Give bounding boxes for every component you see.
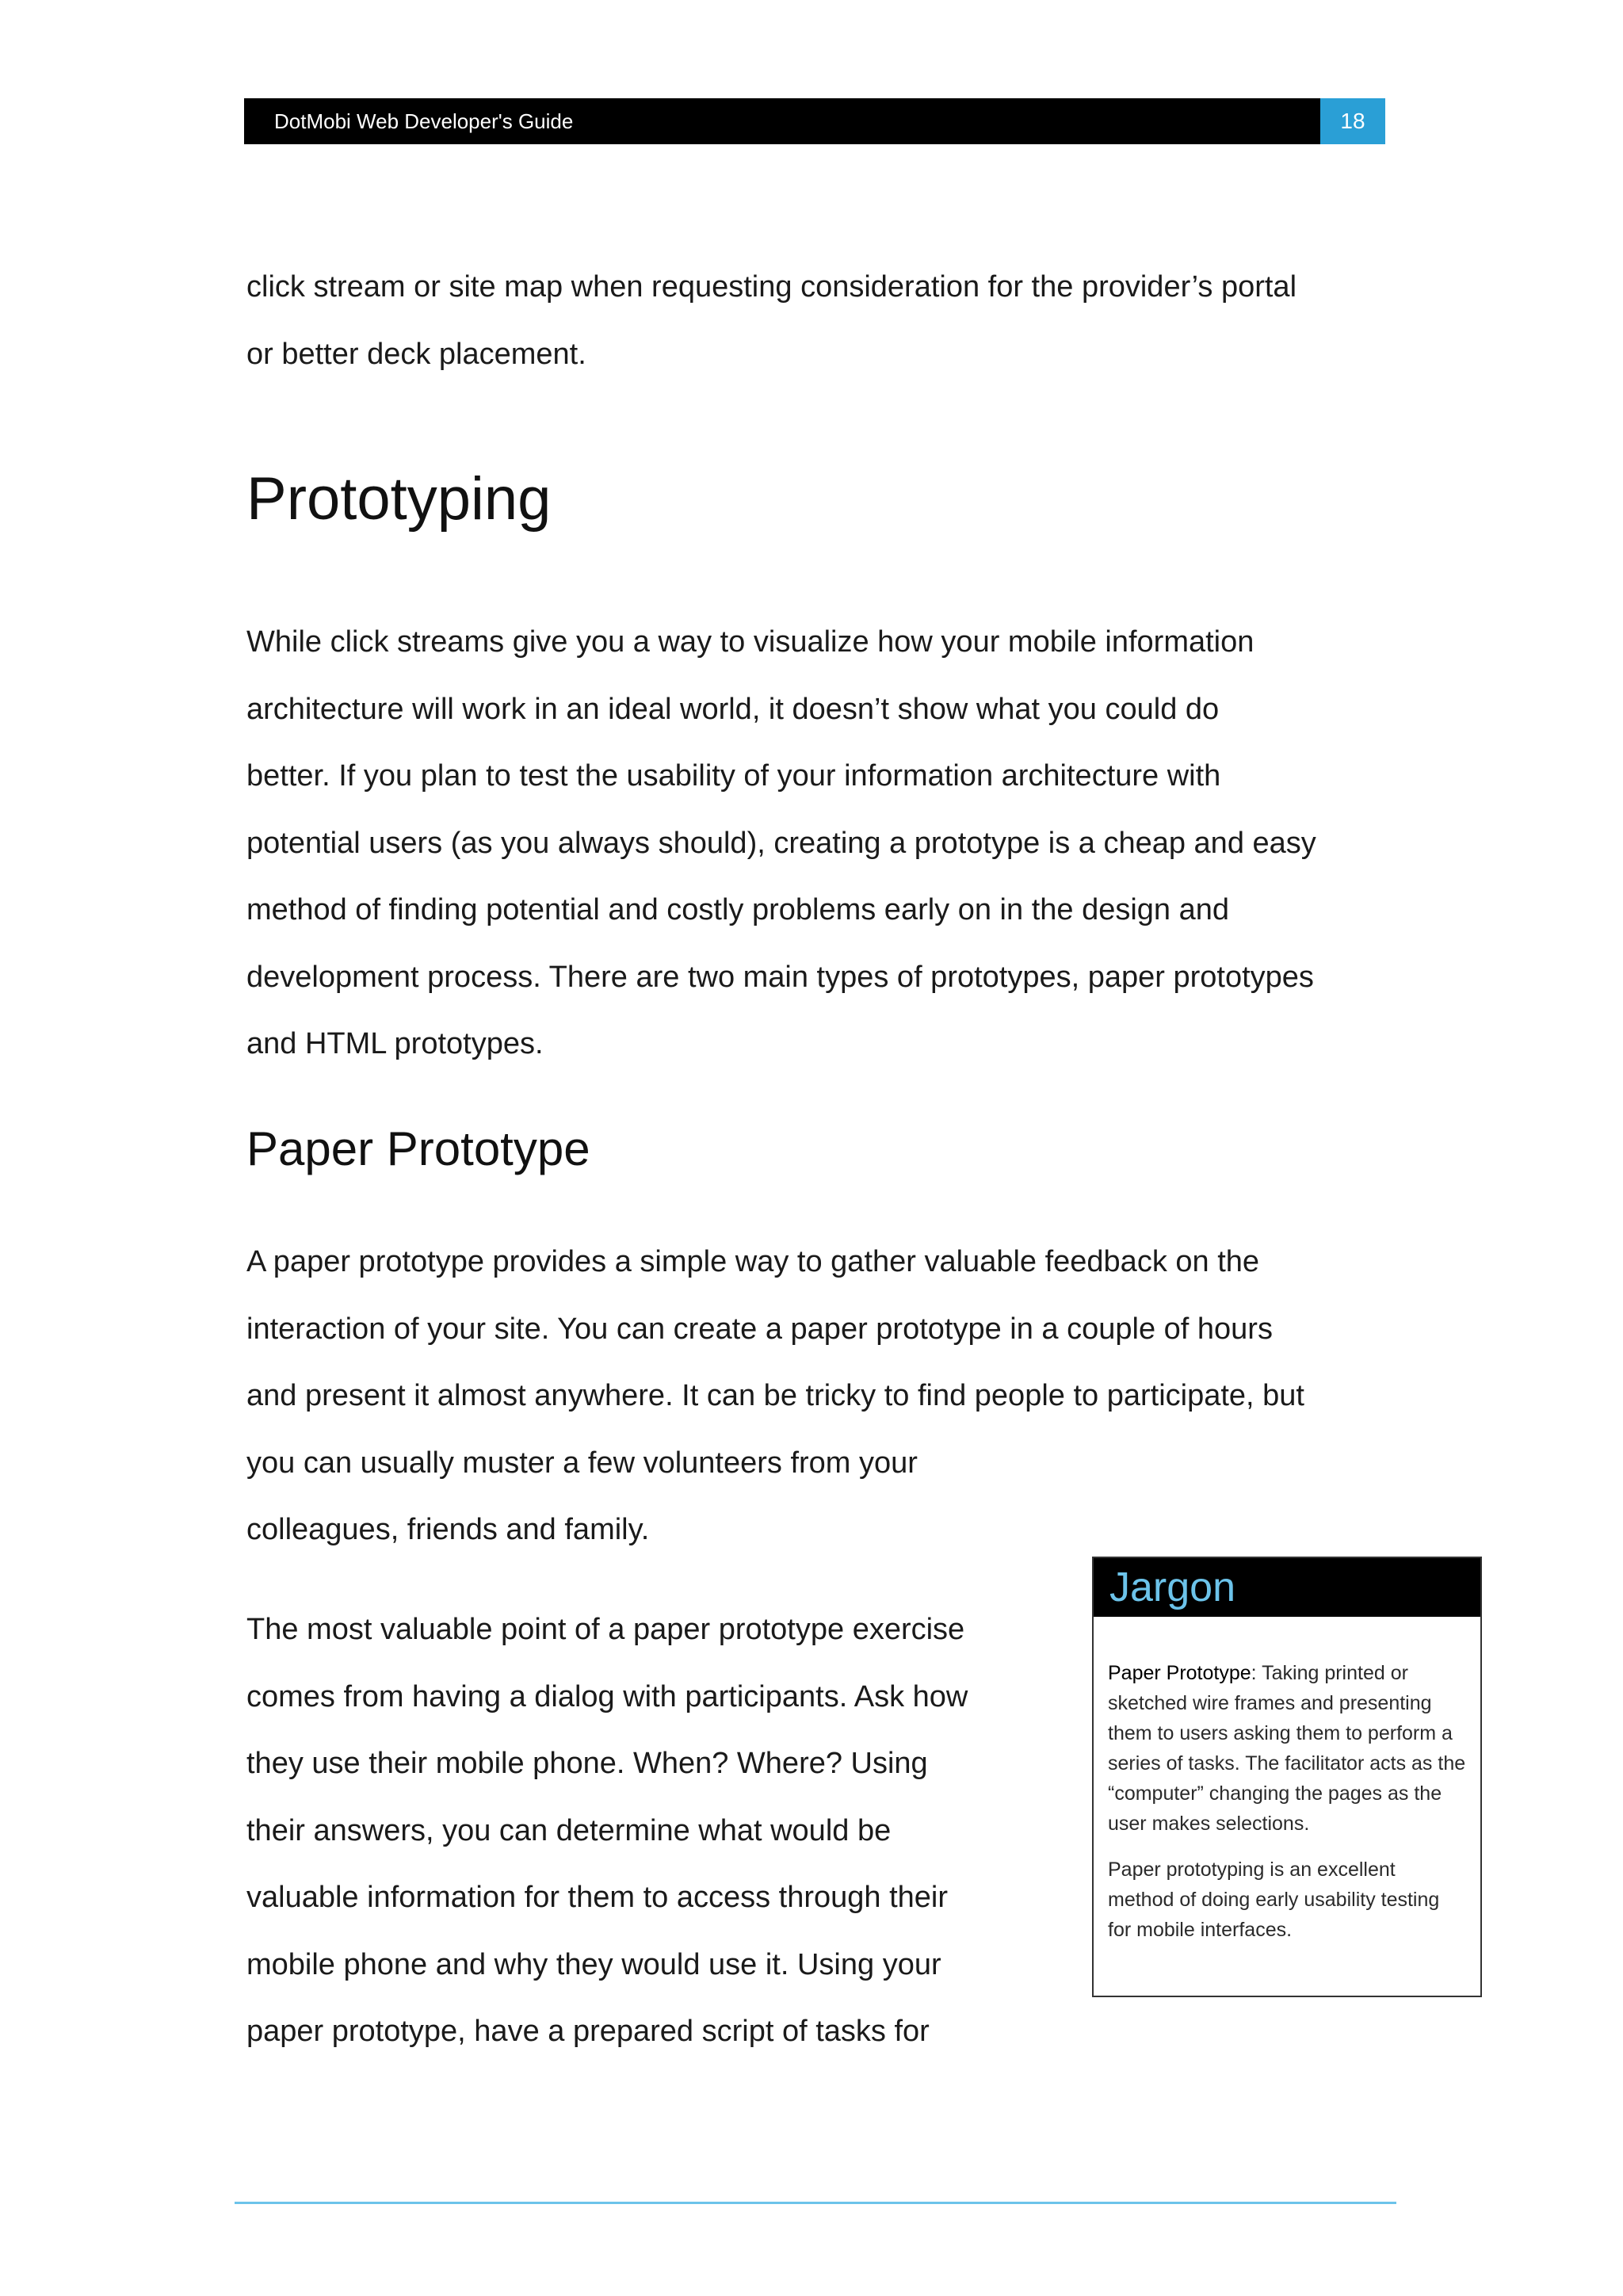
jargon-definition [1108, 1658, 1466, 1839]
paper-prototype-paragraph-1 [246, 1228, 1304, 1564]
text-line: better. If you plan to test the usability of your information architecture with [246, 759, 1221, 793]
jargon-body [1094, 1617, 1480, 1945]
text-line: you can usually muster a few volunteers from your [246, 1446, 918, 1480]
text-line: click stream or site map when requesting consideration for the provider’s portal [246, 270, 1297, 304]
text-line: method of finding potential and costly problems early on in the design and [246, 893, 1230, 926]
page-number: 18 [1320, 98, 1385, 144]
text-line: development process. There are two main types of prototypes, paper prototypes [246, 960, 1314, 994]
text-line: potential users (as you always should), creating a prototype is a cheap and easy [246, 826, 1316, 860]
subsection-title: Paper Prototype [246, 1122, 590, 1175]
text-line: or better deck placement. [246, 337, 586, 371]
text-line: While click streams give you a way to visualize how your mobile information [246, 625, 1254, 659]
jargon-box [1092, 1557, 1482, 1997]
jargon-title: Jargon [1094, 1558, 1480, 1617]
intro-paragraph [246, 254, 1296, 388]
text-line: interaction of your site. You can create a paper prototype in a couple of hours [246, 1312, 1273, 1346]
text-line: paper prototype, have a prepared script of tasks for [246, 2015, 930, 2048]
header-title: DotMobi Web Developer's Guide [274, 109, 574, 133]
text-line: their answers, you can determine what would be [246, 1813, 892, 1847]
text-line: comes from having a dialog with participants. Ask how [246, 1679, 968, 1713]
text-line: they use their mobile phone. When? Where? Using [246, 1747, 928, 1780]
jargon-term: Paper Prototype [1108, 1662, 1251, 1684]
text-line: mobile phone and why they would use it. Using your [246, 1947, 941, 1981]
jargon-definition-text: : Taking printed or sketched wire frames and presenting them to users asking them to perform a series of tasks. The facilitator acts as the “computer” changing the pages as the user makes selections. [1108, 1662, 1466, 1835]
text-line: and HTML prototypes. [246, 1027, 544, 1060]
text-line: valuable information for them to access through their [246, 1881, 949, 1914]
text-line: and present it almost anywhere. It can be tricky to find people to participate, but [246, 1379, 1304, 1412]
page-header [244, 98, 1385, 144]
text-line: A paper prototype provides a simple way to gather valuable feedback on the [246, 1245, 1260, 1278]
section-title: Prototyping [246, 465, 552, 533]
text-line: colleagues, friends and family. [246, 1513, 650, 1546]
footer-divider [235, 2202, 1396, 2204]
text-line: architecture will work in an ideal world, it doesn’t show what you could do [246, 692, 1220, 726]
prototyping-paragraph [246, 609, 1316, 1078]
paper-prototype-paragraph-2 [246, 1596, 968, 2065]
jargon-note: Paper prototyping is an excellent method of doing early usability testing for mobile interfaces. [1108, 1859, 1440, 1941]
text-line: The most valuable point of a paper prototype exercise [246, 1613, 965, 1646]
